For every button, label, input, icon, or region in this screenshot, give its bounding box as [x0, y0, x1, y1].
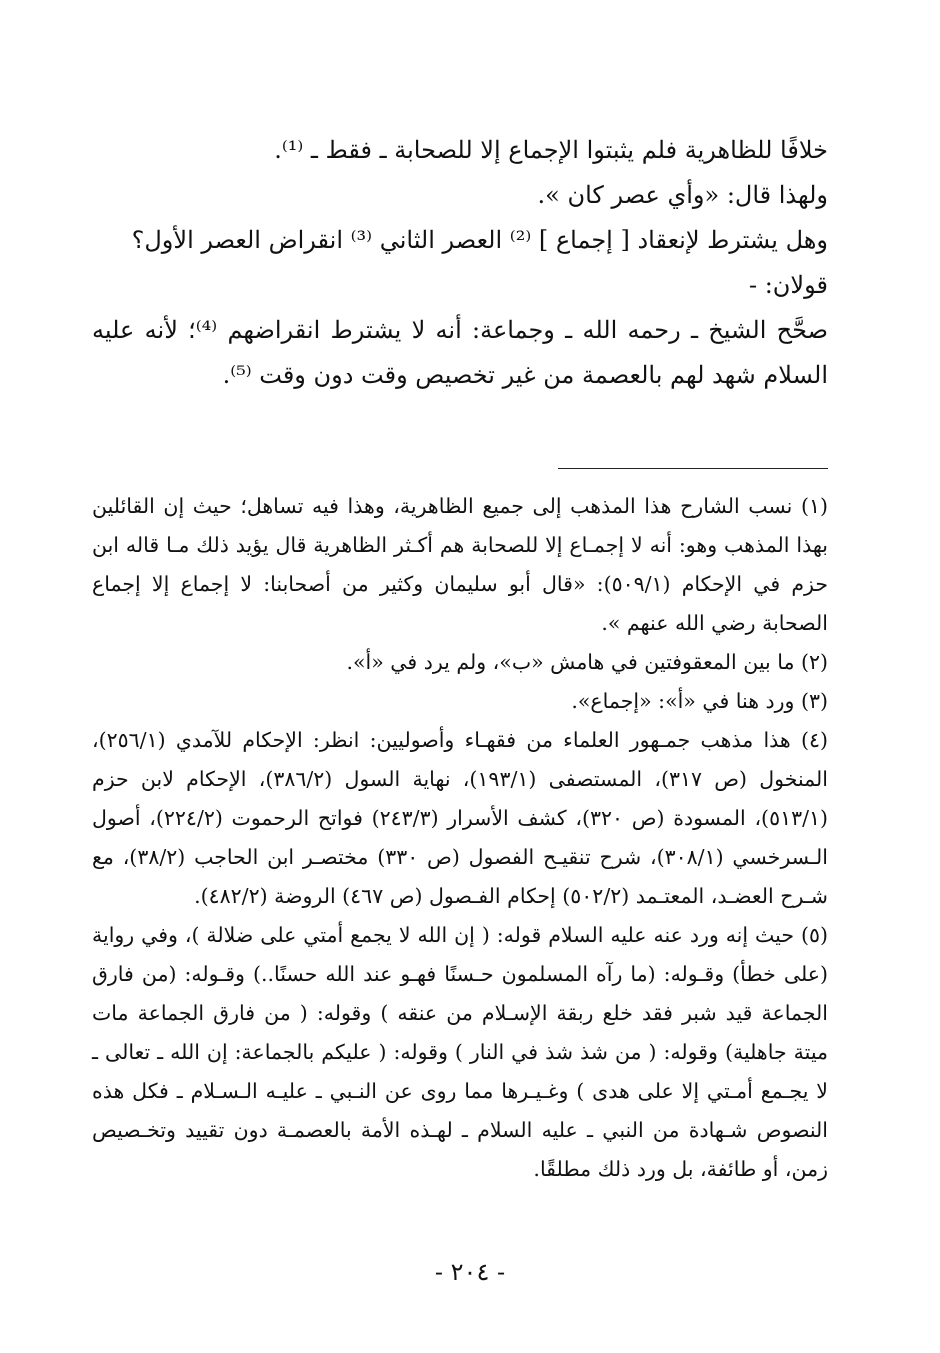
footnote-number: (٣) [800, 689, 828, 713]
footnote-text: نسب الشارح هذا المذهب إلى جميع الظاهرية، وهذا فيه تساهل؛ حيث إن القائلين بهذا المذهب وهو: أنه لا إجمـاع إلا للصحابة هم أكـثر الظاهرية قال يؤيد ذلك مـا قاله ابن حزم في الإحكام (٥٠٩/١): «قال أبو سليمان وكثير من أصحابنا: لا إجماع إلا إجماع الصحابة رضي الله عنهم ». [92, 494, 828, 635]
footnote-text: ورد هنا في «أ»: «إجماع». [571, 689, 795, 713]
footnote-1 [92, 487, 828, 643]
footnote-text: هذا مذهب جمـهور العلماء من فقهـاء وأصوليين: انظر: الإحكام للآمدي (٢٥٦/١)، المنخول (ص ٣١٧)، المستصفى (١٩٣/١)، نهاية السول (٣٨٦/٢)، الإحكام لابن حزم (٥١٣/١)، المسودة (ص ٣٢٠)، كشف الأسرار (٢٤٣/٣) فواتح الرحموت (٢٢٤/٢)، أصول الـسرخسي (٣٠٨/١)، شرح تنقيـح الفصول (ص ٣٣٠) مختصـر ابن الحاجب (٣٨/٢)، مع شـرح العضـد، المعتـمد (٥٠٢/٢) إحكام الفـصول (ص ٤٦٧) الروضة (٤٨٢/٢). [92, 728, 829, 908]
footnote-separator [558, 468, 828, 469]
main-line: صحَّح الشيخ ـ رحمه الله ـ وجماعة: أنه لا يشترط انقراضهم ⁽⁴⁾؛ لأنه عليه السلام شهد لهم بالعصمة من غير تخصيص وقت دون وقت ⁽⁵⁾. [92, 316, 828, 389]
footnote-3 [92, 682, 828, 721]
footnote-2 [92, 643, 828, 682]
footnote-number: (٥) [800, 923, 828, 947]
main-line: ولهذا قال: «وأي عصر كان ». [537, 181, 828, 209]
page-number: - ٢٠٤ - [434, 1258, 506, 1286]
main-text [92, 128, 828, 398]
footnote-number: (٢) [800, 650, 828, 674]
main-line: قولان: - [748, 271, 828, 299]
page-body [92, 128, 828, 1189]
footnote-4 [92, 721, 828, 916]
footnote-5 [92, 916, 828, 1189]
footnote-number: (١) [800, 494, 828, 518]
footnote-text: ما بين المعقوفتين في هامش «ب»، ولم يرد في «أ». [346, 650, 795, 674]
footnotes [92, 487, 828, 1189]
footnote-text: حيث إنه ورد عنه عليه السلام قوله: ( إن الله لا يجمع أمتي على ضلالة )، وفي رواية (على خطأ) وقـوله: (ما رآه المسلمون حـسنًا فهـو عند الله حسنًا..) وقـوله: (من فارق الجماعة قيد شبر فقد خلع ربقة الإسـلام من عنقه ) وقوله: ( من فارق الجماعة مات ميتة جاهلية) وقوله: ( من شذ شذ في النار ) وقوله: ( عليكم بالجماعة: إن الله ـ تعالى ـ لا يجـمع أمـتي إلا على هدى ) وغـيـرها مما روى عن النـبي ـ عليـه الـسـلام ـ فكل هذه النصوص شـهادة من النبي ـ عليه السلام ـ لهـذه الأمة بالعصمـة دون تقييد وتخـصيص زمن، أو طائفة، بل ورد ذلك مطلقًا. [92, 923, 828, 1181]
footnote-number: (٤) [800, 728, 828, 752]
main-line: خلافًا للظاهرية فلم يثبتوا الإجماع إلا للصحابة ـ فقط ـ ⁽¹⁾. [274, 136, 828, 164]
main-line: وهل يشترط لإنعقاد [ إجماع ] ⁽²⁾ العصر الثاني ⁽³⁾ انقراض العصر الأول؟ [131, 226, 828, 254]
